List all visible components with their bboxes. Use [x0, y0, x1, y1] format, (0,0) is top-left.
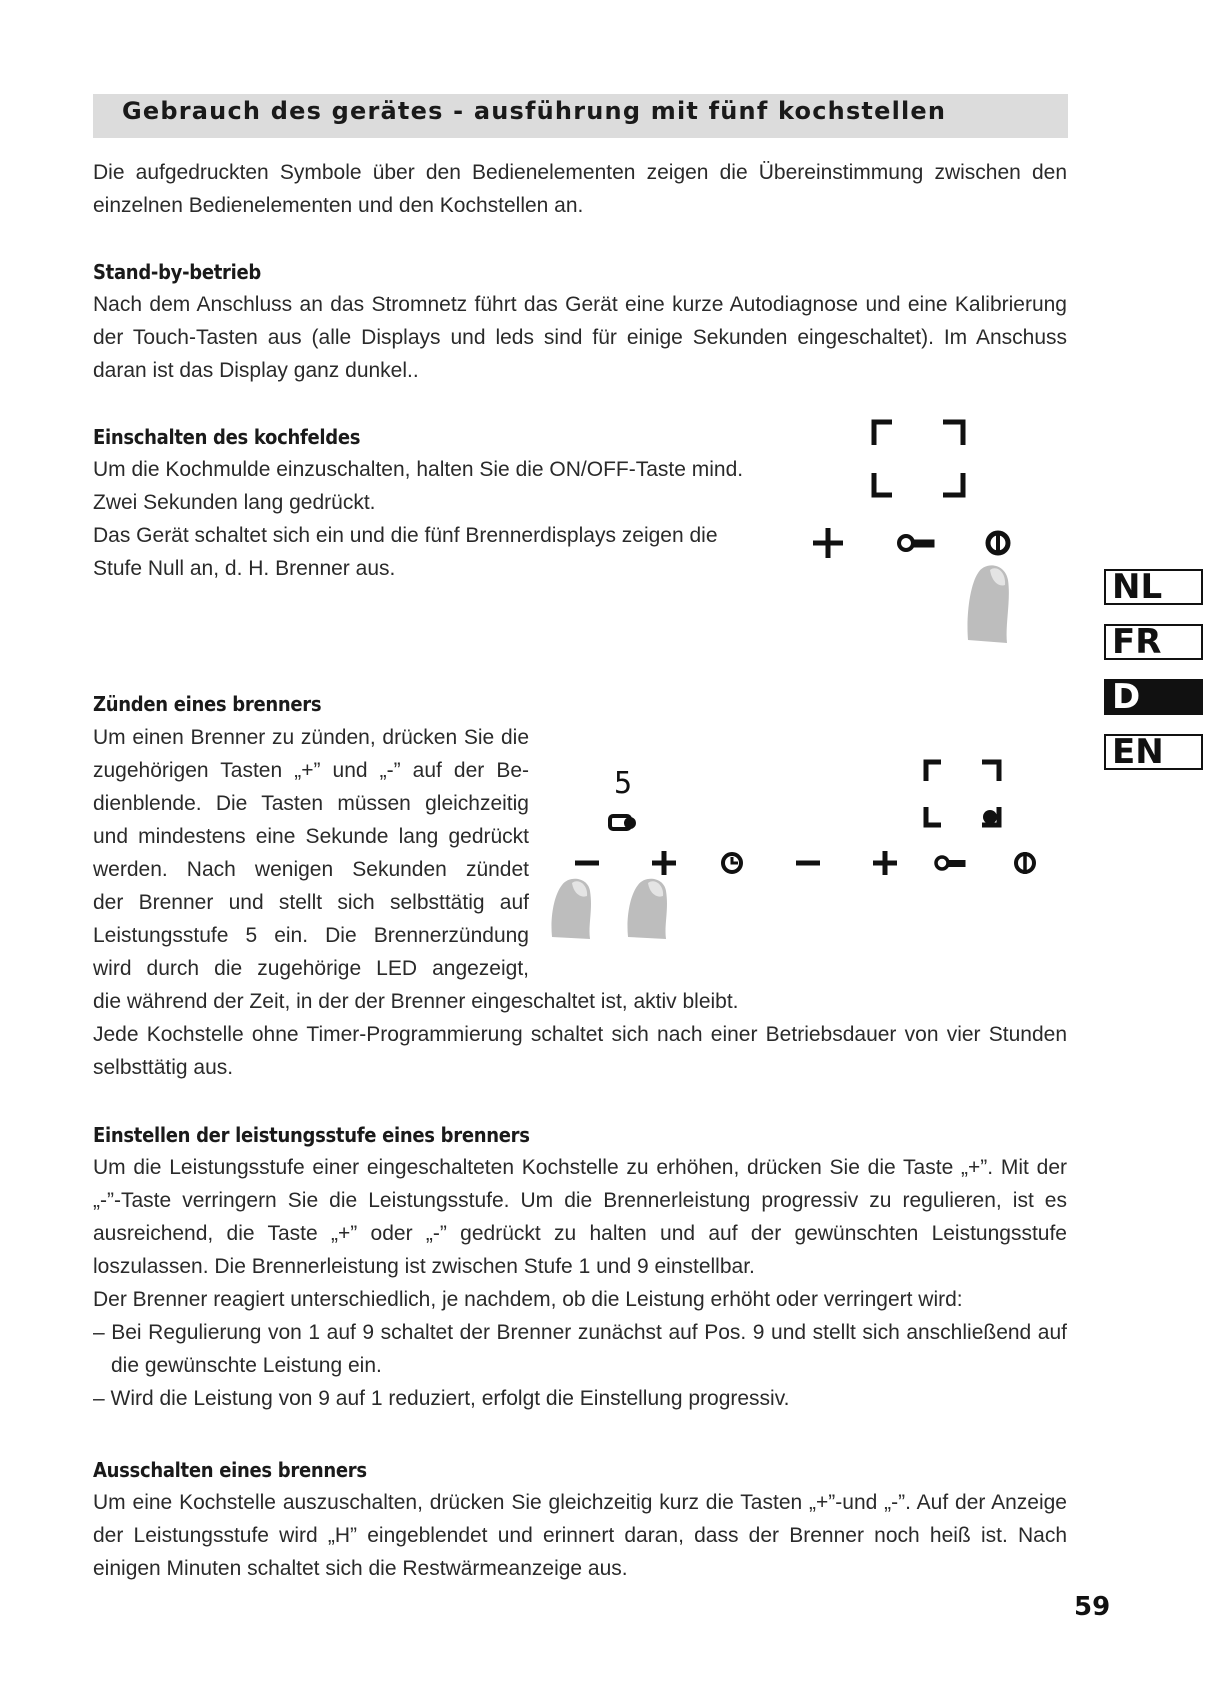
einschalten-line-2: Zwei Sekunden lang gedrückt. [93, 491, 376, 514]
zuenden-line: Um einen Brenner zu zünden, drücken Sie die [93, 726, 529, 749]
page-title: Gebrauch des gerätes - ausführung mit fünf kochstellen [122, 97, 947, 125]
timer-icon [723, 854, 741, 872]
plus-icon [813, 528, 843, 558]
language-tab-fr[interactable]: FR [1104, 624, 1203, 660]
burner-led-icon [610, 816, 634, 829]
plus-icon [652, 851, 676, 875]
language-tab-en[interactable]: EN [1104, 734, 1203, 770]
power-icon [988, 531, 1008, 555]
zuenden-line: der Brenner und stellt sich selbsttätig auf [93, 891, 529, 914]
control-panel-figure-2 [548, 745, 1068, 960]
power-icon [1016, 852, 1034, 874]
language-tab-nl[interactable]: NL [1104, 569, 1203, 605]
standby-text: Nach dem Anschluss an das Stromnetz führt das Gerät eine kurze Autodiagnose und eine Kalibrierung der Touch-Tasten aus (alle Displays und leds sind für einige Sekunden eingeschaltet). Im Anschuss daran ist das Display ganz dunkel.. [93, 293, 1067, 382]
leistung-heading: Einstellen der leistungsstufe eines brenners [93, 1123, 530, 1147]
standby-heading: Stand-by-betrieb [93, 260, 261, 284]
display-digit: 5 [614, 766, 633, 801]
page-number: 59 [1074, 1592, 1111, 1622]
ausschalten-heading: Ausschalten eines brenners [93, 1458, 367, 1482]
burner-display-bracket-icon [874, 422, 963, 495]
intro-paragraph: Die aufgedruckten Symbole über den Bedienelementen zeigen die Übereinstimmung zwischen den einzelnen Bedienelementen und den Kochstellen an. [93, 161, 1067, 217]
finger-icon [967, 565, 1008, 643]
key-lock-icon [899, 536, 934, 550]
einschalten-line-1: Um die Kochmulde einzuschalten, halten Sie die ON/OFF-Taste mind. [93, 458, 744, 481]
zuenden-line: dienblende. Die Tasten müssen gleichzeitig [93, 792, 529, 815]
leistung-text: Um die Leistungsstufe einer eingeschalteten Kochstelle zu erhöhen, drücken Sie die Taste „+”. Mit der „-”-Taste verringern Sie die Leistungsstufe. Um die Brennerleistung progressiv zu regulieren, ist es ausreichend, die Taste „+” oder „-” gedrückt zu halten und auf der gewünschten Leistungsstufe loszulassen. Die Brennerleistung ist zwischen Stufe 1 und 9 einstellbar. [93, 1156, 1067, 1278]
burner-active-led-icon [983, 810, 997, 824]
einschalten-line-3: Das Gerät schaltet sich ein und die fünf Brennerdisplays zeigen die [93, 524, 718, 547]
zuenden-line: wird durch die zugehörige LED angezeigt, [93, 957, 529, 980]
zuenden-line: und mindestens eine Sekunde lang gedrückt [93, 825, 529, 848]
zuenden-continuation: die während der Zeit, in der der Brenner eingeschaltet ist, aktiv bleibt. [93, 990, 739, 1013]
leistung-text-2: Der Brenner reagiert unterschiedlich, je nachdem, ob die Leistung erhöht oder verringert wird: [93, 1288, 963, 1311]
zuenden-line: zugehörigen Tasten „+” und „-” auf der Be- [93, 759, 529, 782]
zuenden-narrow-text [93, 721, 529, 985]
zuenden-extra: Jede Kochstelle ohne Timer-Programmierung schaltet sich nach einer Betriebsdauer von vier Stunden selbsttätig aus. [93, 1023, 1067, 1079]
finger-icon [551, 879, 590, 939]
finger-icon [627, 879, 666, 939]
zuenden-line: Leistungsstufe 5 ein. Die Brennerzündung [93, 924, 529, 947]
einschalten-heading: Einschalten des kochfeldes [93, 425, 361, 449]
zuenden-heading: Zünden eines brenners [93, 692, 322, 716]
plus-icon [873, 851, 897, 875]
zuenden-line: werden. Nach wenigen Sekunden zündet [93, 858, 529, 881]
leistung-bullet-1: – Bei Regulierung von 1 auf 9 schaltet der Brenner zunächst auf Pos. 9 und stellt sich anschließend auf die gewünschte Leistung ein. [93, 1321, 1067, 1377]
leistung-bullet-2: – Wird die Leistung von 9 auf 1 reduziert, erfolgt die Einstellung progressiv. [93, 1387, 790, 1410]
einschalten-line-4: Stufe Null an, d. H. Brenner aus. [93, 557, 396, 580]
ausschalten-text: Um eine Kochstelle auszuschalten, drücken Sie gleichzeitig kurz die Tasten „+”-und „-”. Auf der Anzeige der Leistungsstufe wird „H” eingeblendet und erinnert daran, dass der Brenner noch heiß ist. Nach einigen Minuten schaltet sich die Restwärmeanzeige aus. [93, 1491, 1067, 1580]
language-tab-d[interactable]: D [1104, 679, 1203, 715]
control-panel-figure-1 [800, 415, 1040, 660]
key-lock-icon [936, 857, 965, 869]
